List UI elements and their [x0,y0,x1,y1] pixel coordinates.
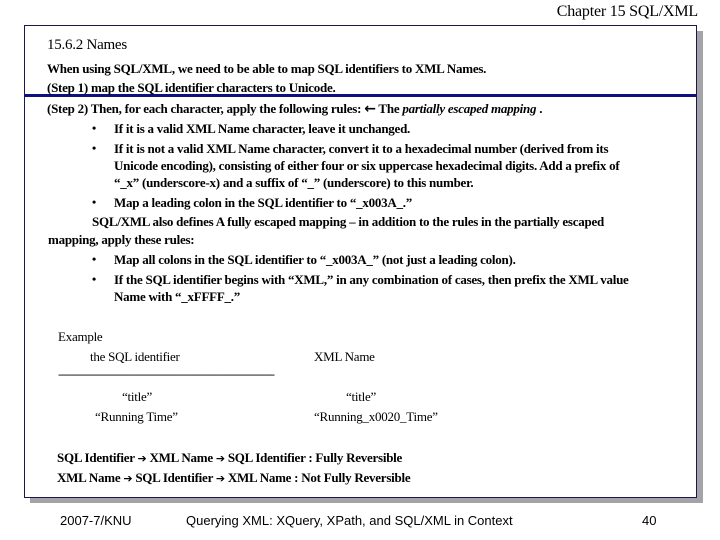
arrow-right-icon: ➔ [123,472,133,485]
step-1-text: (Step 1) map the SQL identifier characters to Unicode. [47,80,336,95]
reversibility-line-2 [57,470,410,486]
example-divider: -------------------------------------------------------------------------------- [58,367,274,381]
rev-2-a: XML Name [57,470,121,485]
page-number: 40 [642,513,657,528]
partial-rule-3: Map a leading colon in the SQL identifier to “_x003A_.” [114,195,413,210]
example-col-xml-name: XML Name [314,349,375,364]
partially-escaped-mapping-term: partially escaped mapping [402,101,537,116]
rev-2-b: SQL Identifier [135,470,213,485]
rev-2-c: XML Name : Not Fully Reversible [227,470,411,485]
full-mapping-intro-line-2: mapping, apply these rules: [48,232,195,247]
bullet-icon: • [92,121,97,135]
example-row-1-xml: “title” [346,389,377,404]
footer-title: Querying XML: XQuery, XPath, and SQL/XML in Context [186,513,513,528]
bullet-icon: • [92,272,97,286]
partial-rule-2-line-1: If it is not a valid XML Name character, convert it to a hexadecimal number (derived from its [114,141,609,156]
bullet-icon: • [92,141,97,155]
example-row-1-sql: “title” [122,389,153,404]
example-col-sql-identifier: the SQL identifier [90,349,180,364]
example-label: Example [58,329,103,344]
example-row-2-sql: “Running Time” [95,409,178,424]
example-row-2-xml: “Running_x0020_Time” [314,409,438,424]
step-2-end: . [536,101,543,116]
arrow-left-icon: ← [364,101,376,117]
intro-text: When using SQL/XML, we need to be able to map SQL identifiers to XML Names. [47,61,487,76]
rev-1-c: SQL Identifier : Fully Reversible [227,450,403,465]
arrow-right-icon: ➔ [215,472,225,485]
step-2-prefix: (Step 2) Then, for each character, apply the following rules: [47,101,365,116]
section-title: 15.6.2 Names [47,37,127,53]
full-rule-2-line-1: If the SQL identifier begins with “XML,” in any combination of cases, then prefix the XML value [114,272,629,287]
rev-1-a: SQL Identifier [57,450,135,465]
arrow-right-icon: ➔ [137,452,147,465]
bullet-icon: • [92,252,97,266]
bullet-icon: • [92,195,97,209]
rev-1-b: XML Name [149,450,213,465]
partial-rule-2-line-3: “_x” (underscore-x) and a suffix of “_” (underscore) to this number. [114,175,474,190]
partial-rule-2-line-2: Unicode encoding), consisting of either four or six uppercase hexadecimal digits. Add a prefix of [114,158,620,173]
chapter-header: Chapter 15 SQL/XML [556,3,698,20]
full-mapping-intro-line-1: SQL/XML also defines A fully escaped mapping – in addition to the rules in the partially escaped [92,214,604,229]
partial-rule-1: If it is a valid XML Name character, leave it unchanged. [114,121,411,136]
arrow-right-icon: ➔ [215,452,225,465]
footer-date: 2007-7/KNU [60,513,132,528]
step-2-text [47,101,542,117]
full-rule-1: Map all colons in the SQL identifier to “_x003A_” (not just a leading colon). [114,252,516,267]
step-2-the: The [375,101,403,116]
reversibility-line-1 [57,450,402,466]
full-rule-2-line-2: Name with “_xFFFF_.” [114,289,241,304]
